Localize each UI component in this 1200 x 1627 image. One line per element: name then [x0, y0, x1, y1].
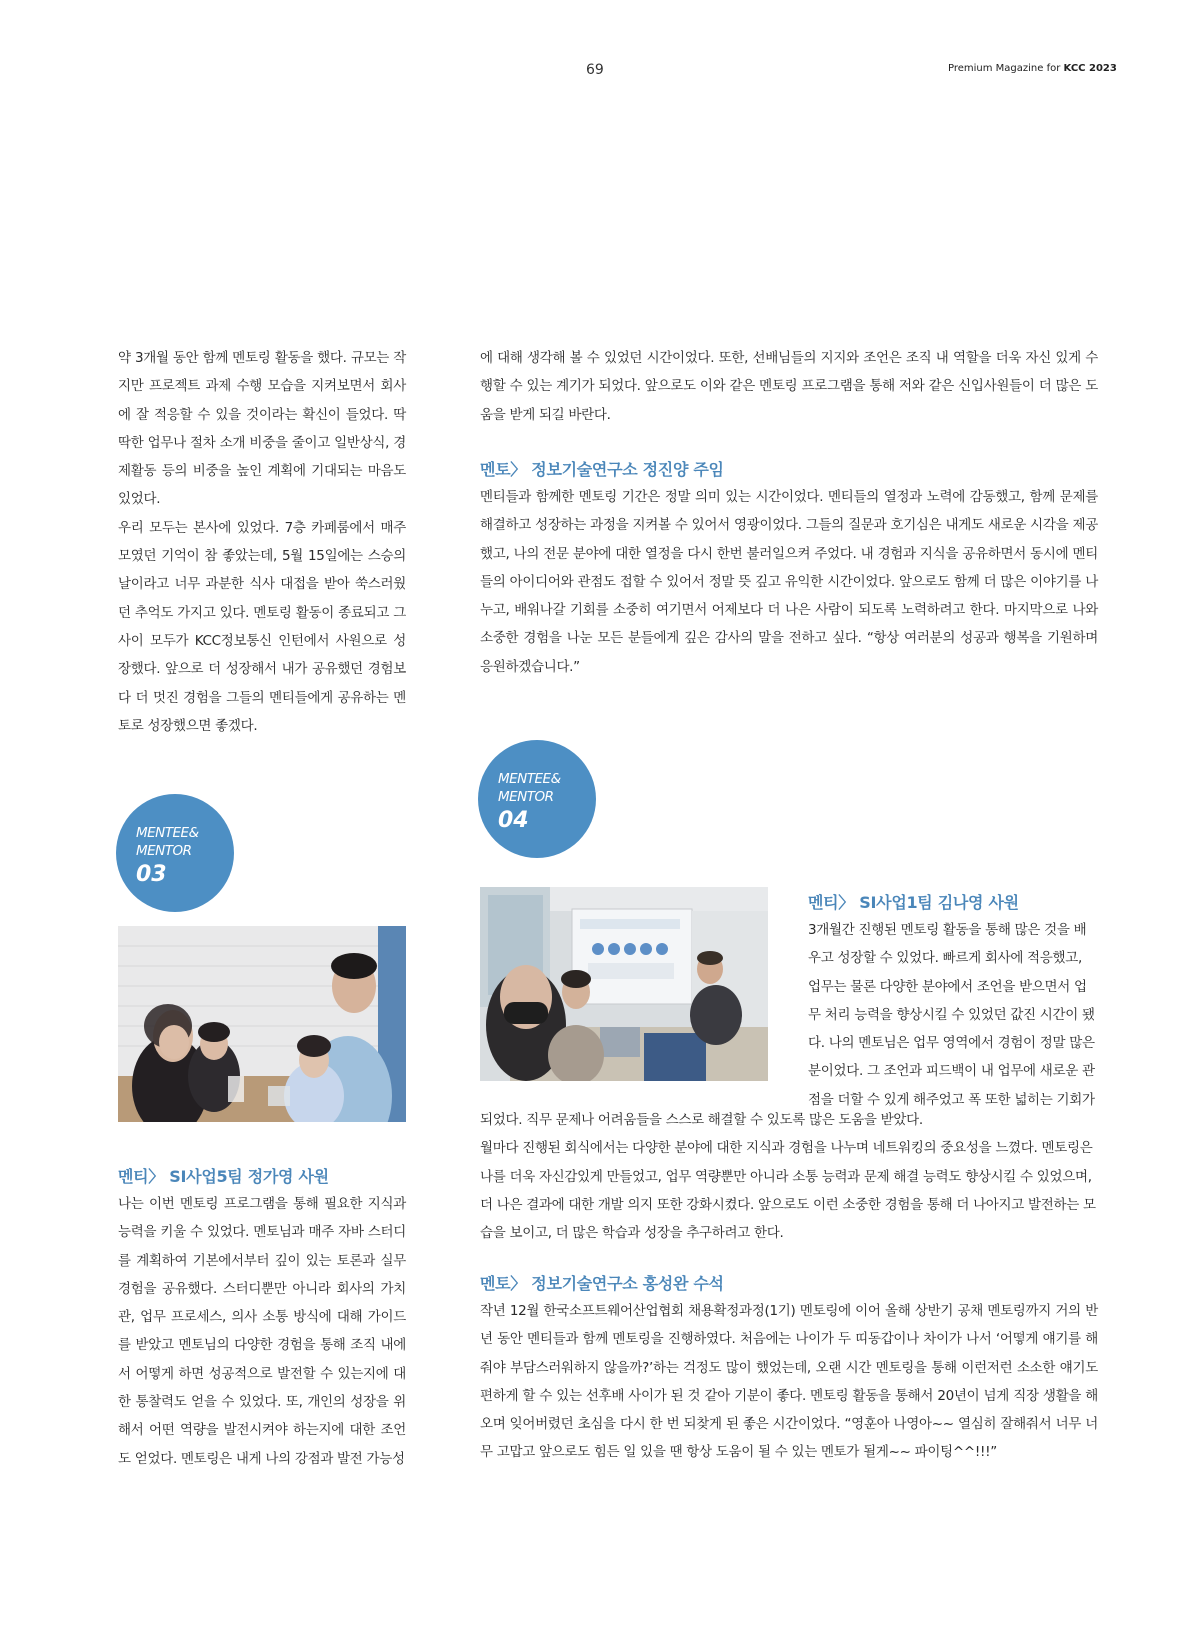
group-selfie-photo [118, 926, 406, 1122]
mentee03-heading: 멘티〉 SI사업5팀 정가영 사원 [118, 1167, 329, 1186]
right-top-text [480, 344, 1098, 429]
group-selfie-illustration [118, 926, 406, 1122]
mentee04-full-line-5: 습을 보이고, 더 많은 학습과 성장을 추구하려고 한다. [480, 1225, 784, 1242]
magazine-name: Premium Magazine for [948, 63, 1061, 74]
badge-03-number: 03 [136, 862, 167, 887]
mentee04-side-line-3: 업무는 물론 다양한 분야에서 조언을 받으면서 업 [808, 978, 1087, 995]
mentee-mentor-badge-03 [116, 794, 234, 912]
mentor2-heading: 멘토〉 정보기술연구소 홍성완 수석 [480, 1274, 724, 1293]
page-number: 69 [586, 62, 604, 78]
mentee04-side-line-4: 무 처리 능력을 향상시킬 수 있었던 값진 시간이 됐 [808, 1006, 1095, 1023]
right-paragraph-continued: 에 대해 생각해 볼 수 있었던 시간이었다. 또한, 선배님들의 지지와 조언은 조직 내 역할을 더욱 자신 있게 수행할 수 있는 계기가 되었다. 앞으로도 이와 같은 멘토링 프로그램을 통해 저와 같은 신입사원들이 더 많은 도움을 받게 되길 바란다. [480, 350, 1098, 423]
badge-03-line2: MENTOR [136, 843, 192, 859]
mentor1-section [480, 457, 1098, 681]
left-paragraph-2: 우리 모두는 본사에 있었다. 7층 카페룸에서 매주 모였던 기억이 참 좋았는데, 5월 15일에는 스승의 날이라고 너무 과분한 식사 대접을 받아 쑥스러웠던 추억도 가지고 있다. 멘토링 활동이 종료되고 그 사이 모두가 KCC정보통신 인턴에서 사원으로 성장했다. 앞으로 더 성장해서 내가 공유했던 경험보다 더 멋진 경험을 그들의 멘티들에게 공유하는 멘토로 성장했으면 좋겠다. [118, 519, 406, 734]
badge-04-line2: MENTOR [498, 789, 554, 805]
mentee-mentor-badge-04 [478, 740, 596, 858]
mentee03-section [118, 1164, 406, 1473]
mentee04-side-line-1: 3개월간 진행된 멘토링 활동을 통해 많은 것을 배 [808, 922, 1087, 938]
mentee04-side-line-2: 우고 성장할 수 있었다. 빠르게 회사에 적응했고, [808, 950, 1083, 967]
mentee04-full-line-1: 되었다. 직무 문제나 어려움들을 스스로 해결할 수 있도록 많은 도움을 받았다. [480, 1112, 923, 1128]
mentor1-paragraph: 멘티들과 함께한 멘토링 기간은 정말 의미 있는 시간이었다. 멘티들의 열정과 노력에 감동했고, 함께 문제를 해결하고 성장하는 과정을 지켜볼 수 있어서 영광이었다. 그들의 질문과 호기심은 내게도 새로운 시각을 제공했고, 나의 전문 분야에 대한 열정을 다시 한번 불러일으켜 주었다. 내 경험과 지식을 공유하면서 동시에 멘티들의 아이디어와 관점도 접할 수 있어서 정말 뜻 깊고 유익한 시간이었다. 앞으로도 함께 더 많은 이야기를 나누고, 배워나갈 기회를 소중히 여기면서 어제보다 더 나은 사람이 되도록 노력하려고 한다. 마지막으로 나와 소중한 경험을 나눈 모든 분들에게 깊은 감사의 말을 전하고 싶다. “항상 여러분의 성공과 행복을 기원하며 응원하겠습니다.” [480, 489, 1098, 675]
magazine-year: KCC 2023 [1063, 63, 1117, 74]
mentee04-side-line-7: 점을 더할 수 있게 해주었고 폭 또한 넓히는 기회가 [808, 1091, 1095, 1108]
mentee04-full-text [480, 1106, 1098, 1247]
mentee04-full-line-2: 월마다 진행된 회식에서는 다양한 분야에 대한 지식과 경험을 나누며 네트워킹의 중요성을 느꼈다. 멘토링은 [480, 1140, 1093, 1157]
left-paragraph-1: 약 3개월 동안 함께 멘토링 활동을 했다. 규모는 작지만 프로젝트 과제 수행 모습을 지켜보면서 회사에 잘 적응할 수 있을 것이라는 확신이 들었다. 딱딱한 업무나 절차 소개 비중을 줄이고 일반상식, 경제활동 등의 비중을 높인 계획에 기대되는 마음도 있었다. [118, 350, 406, 508]
badge-03-line1: MENTEE& [136, 825, 199, 841]
badge-04-number: 04 [498, 808, 529, 833]
mentee04-side-text [808, 916, 1098, 1114]
badge-04-line1: MENTEE& [498, 771, 561, 787]
meeting-room-selfie-photo [480, 887, 768, 1081]
mentee03-paragraph: 나는 이번 멘토링 프로그램을 통해 필요한 지식과 능력을 키울 수 있었다. 멘토님과 매주 자바 스터디를 계획하여 기본에서부터 깊이 있는 토론과 실무 경험을 공유했다. 스터디뿐만 아니라 회사의 가치관, 업무 프로세스, 의사 소통 방식에 대해 가이드를 받았고 멘토님의 다양한 경험을 통해 조직 내에서 어떻게 하면 성공적으로 발전할 수 있는지에 대한 통찰력도 얻을 수 있었다. 또, 개인의 성장을 위해서 어떤 역량을 발전시켜야 하는지에 대한 조언도 얻었다. 멘토링은 내게 나의 강점과 발전 가능성 [118, 1196, 406, 1467]
mentee04-side-line-6: 분이었다. 그 조언과 피드백이 내 업무에 새로운 관 [808, 1063, 1095, 1080]
left-top-text [118, 344, 406, 740]
mentor1-heading: 멘토〉 정보기술연구소 정진양 주임 [480, 460, 724, 479]
meeting-room-illustration [480, 887, 768, 1081]
mentee04-heading: 멘티〉 SI사업1팀 김나영 사원 [808, 893, 1019, 912]
mentor2-paragraph: 작년 12월 한국소프트웨어산업협회 채용확정과정(1기) 멘토링에 이어 올해 상반기 공채 멘토링까지 거의 반년 동안 멘티들과 함께 멘토링을 진행하였다. 처음에는 나이가 두 띠동갑이나 차이가 나서 ‘어떻게 얘기를 해줘야 부담스러워하지 않을까?’하는 걱정도 많이 했었는데, 오랜 시간 멘토링을 통해 이런저런 소소한 얘기도 편하게 할 수 있는 선후배 사이가 된 것 같아 기분이 좋다. 멘토링 활동을 통해서 20년이 넘게 직장 생활을 해오며 잊어버렸던 초심을 다시 한 번 되찾게 된 좋은 시간이었다. “영훈아 나영아~~ 열심히 잘해줘서 너무 너무 고맙고 앞으로도 힘든 일 있을 땐 항상 도움이 될 수 있는 멘토가 될게~~ 파이팅^^!!!” [480, 1303, 1098, 1461]
mentee04-full-line-4: 더 나은 결과에 대한 개발 의지 또한 강화시켰다. 앞으로도 이런 소중한 경험을 통해 더 나아지고 발전하는 모 [480, 1196, 1096, 1213]
mentor2-section [480, 1271, 1098, 1467]
mentee04-section [808, 890, 1098, 1114]
magazine-title [948, 63, 1117, 74]
mentee04-full-line-3: 나를 더욱 자신감있게 만들었고, 업무 역량뿐만 아니라 소통 능력과 문제 해결 능력도 향상시킬 수 있었으며, [480, 1168, 1092, 1185]
mentee04-side-line-5: 다. 나의 멘토님은 업무 영역에서 경험이 정말 많은 [808, 1035, 1095, 1052]
